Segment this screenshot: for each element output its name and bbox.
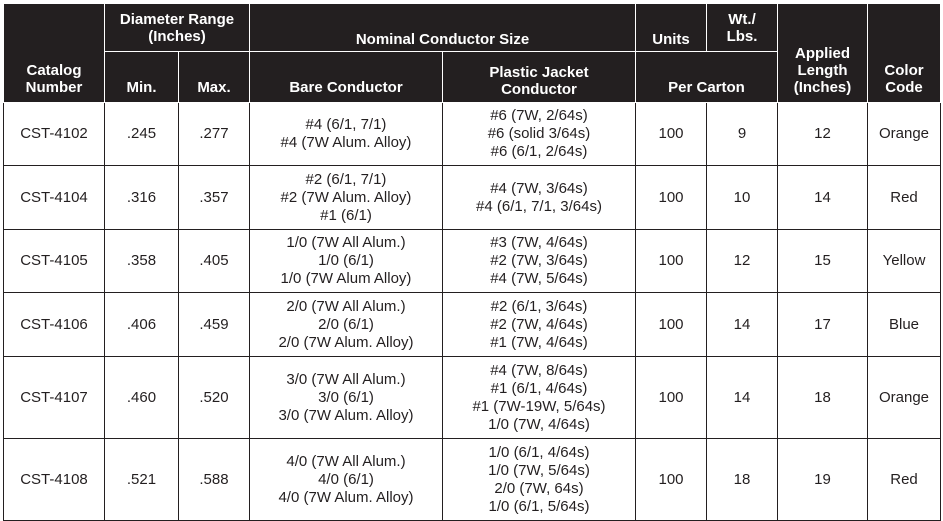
units-cell: 100 — [636, 103, 707, 166]
table-row — [4, 293, 941, 357]
header-diameter-range: Diameter Range (Inches) — [105, 4, 250, 52]
applied-length-cell: 12 — [778, 103, 868, 166]
min-cell: .316 — [105, 166, 179, 230]
header-min: Min. — [105, 52, 179, 103]
color-code-cell: Orange — [868, 357, 941, 439]
plastic-jacket-cell: #4 (7W, 8/64s) #1 (6/1, 4/64s) #1 (7W-19W, 5/64s) 1/0 (7W, 4/64s) — [443, 357, 636, 439]
units-cell: 100 — [636, 293, 707, 357]
min-cell: .358 — [105, 230, 179, 293]
units-cell: 100 — [636, 166, 707, 230]
max-cell: .277 — [179, 103, 250, 166]
catalog-number-cell: CST-4104 — [4, 166, 105, 230]
header-max: Max. — [179, 52, 250, 103]
applied-length-cell: 17 — [778, 293, 868, 357]
table-row — [4, 230, 941, 293]
max-cell: .357 — [179, 166, 250, 230]
max-cell: .588 — [179, 439, 250, 521]
spec-table — [3, 3, 941, 521]
catalog-number-cell: CST-4106 — [4, 293, 105, 357]
max-cell: .459 — [179, 293, 250, 357]
header-weight: Wt./ Lbs. — [707, 4, 778, 52]
table-row — [4, 439, 941, 521]
catalog-number-cell: CST-4108 — [4, 439, 105, 521]
table-row — [4, 103, 941, 166]
applied-length-cell: 14 — [778, 166, 868, 230]
header-applied-length: Applied Length (Inches) — [778, 4, 868, 103]
header-per-carton: Per Carton — [636, 52, 778, 103]
header-color-code: Color Code — [868, 4, 941, 103]
header-plastic-jacket-conductor: Plastic Jacket Conductor — [443, 52, 636, 103]
units-cell: 100 — [636, 230, 707, 293]
plastic-jacket-cell: #3 (7W, 4/64s) #2 (7W, 3/64s) #4 (7W, 5/64s) — [443, 230, 636, 293]
table-row — [4, 357, 941, 439]
table-body — [4, 103, 941, 521]
units-cell: 100 — [636, 439, 707, 521]
table-row — [4, 166, 941, 230]
weight-cell: 14 — [707, 357, 778, 439]
color-code-cell: Red — [868, 439, 941, 521]
bare-conductor-cell: 4/0 (7W All Alum.) 4/0 (6/1) 4/0 (7W Alum. Alloy) — [250, 439, 443, 521]
units-cell: 100 — [636, 357, 707, 439]
bare-conductor-cell: 2/0 (7W All Alum.) 2/0 (6/1) 2/0 (7W Alum. Alloy) — [250, 293, 443, 357]
max-cell: .520 — [179, 357, 250, 439]
weight-cell: 14 — [707, 293, 778, 357]
weight-cell: 18 — [707, 439, 778, 521]
header-nominal-conductor-size: Nominal Conductor Size — [250, 4, 636, 52]
plastic-jacket-cell: #6 (7W, 2/64s) #6 (solid 3/64s) #6 (6/1, 2/64s) — [443, 103, 636, 166]
min-cell: .521 — [105, 439, 179, 521]
color-code-cell: Blue — [868, 293, 941, 357]
bare-conductor-cell: 1/0 (7W All Alum.) 1/0 (6/1) 1/0 (7W Alum Alloy) — [250, 230, 443, 293]
weight-cell: 9 — [707, 103, 778, 166]
color-code-cell: Yellow — [868, 230, 941, 293]
applied-length-cell: 18 — [778, 357, 868, 439]
plastic-jacket-cell: #4 (7W, 3/64s) #4 (6/1, 7/1, 3/64s) — [443, 166, 636, 230]
header-bare-conductor: Bare Conductor — [250, 52, 443, 103]
applied-length-cell: 15 — [778, 230, 868, 293]
max-cell: .405 — [179, 230, 250, 293]
bare-conductor-cell: #4 (6/1, 7/1) #4 (7W Alum. Alloy) — [250, 103, 443, 166]
plastic-jacket-cell: 1/0 (6/1, 4/64s) 1/0 (7W, 5/64s) 2/0 (7W, 64s) 1/0 (6/1, 5/64s) — [443, 439, 636, 521]
bare-conductor-cell: #2 (6/1, 7/1) #2 (7W Alum. Alloy) #1 (6/1) — [250, 166, 443, 230]
header-catalog-number: Catalog Number — [4, 4, 105, 103]
bare-conductor-cell: 3/0 (7W All Alum.) 3/0 (6/1) 3/0 (7W Alum. Alloy) — [250, 357, 443, 439]
min-cell: .460 — [105, 357, 179, 439]
catalog-number-cell: CST-4102 — [4, 103, 105, 166]
weight-cell: 12 — [707, 230, 778, 293]
min-cell: .245 — [105, 103, 179, 166]
header-units: Units — [636, 4, 707, 52]
color-code-cell: Red — [868, 166, 941, 230]
weight-cell: 10 — [707, 166, 778, 230]
applied-length-cell: 19 — [778, 439, 868, 521]
min-cell: .406 — [105, 293, 179, 357]
plastic-jacket-cell: #2 (6/1, 3/64s) #2 (7W, 4/64s) #1 (7W, 4/64s) — [443, 293, 636, 357]
catalog-number-cell: CST-4107 — [4, 357, 105, 439]
color-code-cell: Orange — [868, 103, 941, 166]
catalog-number-cell: CST-4105 — [4, 230, 105, 293]
